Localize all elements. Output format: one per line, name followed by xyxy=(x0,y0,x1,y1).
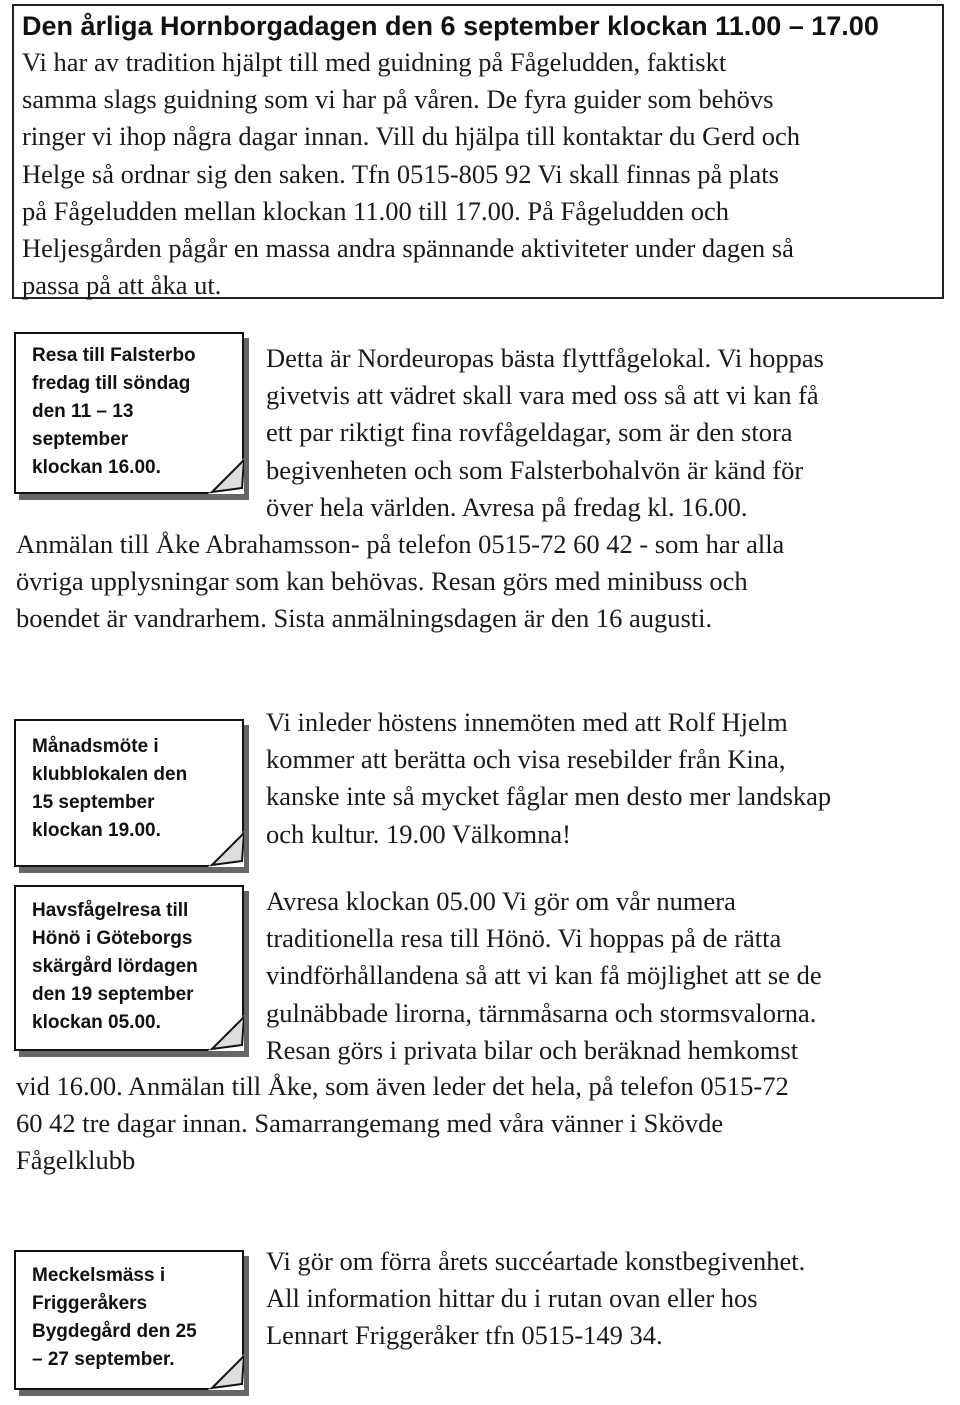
text-line: All information hittar du i rutan ovan eller hos xyxy=(266,1283,758,1314)
note-line: den 19 september xyxy=(32,984,194,1005)
note-line: Bygdegård den 25 xyxy=(32,1321,197,1342)
text-line: Resan görs i privata bilar och beräknad hemkomst xyxy=(266,1034,799,1065)
note-line: Hönö i Göteborgs xyxy=(32,928,193,949)
note-line: Havsfågelresa till xyxy=(32,900,189,921)
intro-line: ringer vi ihop några dagar innan. Vill du hjälpa till kontaktar du Gerd och xyxy=(22,121,800,152)
text-line: givetvis att vädret skall vara med oss så att vi kan få xyxy=(266,380,819,411)
text-line: Lennart Friggeråker tfn 0515-149 34. xyxy=(266,1320,663,1351)
note-line: fredag till söndag xyxy=(32,373,191,394)
page-curl-icon xyxy=(208,1354,244,1390)
intro-text xyxy=(22,44,942,304)
text-line: begivenheten och som Falsterbohalvön är känd för xyxy=(266,454,804,485)
page-curl-icon xyxy=(208,831,244,867)
intro-line: passa på att åka ut. xyxy=(22,270,222,301)
intro-line: Helge så ordnar sig den saken. Tfn 0515-805 92 Vi skall finnas på plats xyxy=(22,158,779,189)
text-line: kommer att berätta och visa resebilder från Kina, xyxy=(266,744,786,775)
text-line: Vi inleder höstens innemöten med att Rolf Hjelm xyxy=(266,707,788,737)
text-line: och kultur. 19.00 Välkomna! xyxy=(266,818,571,849)
honoe-full-text xyxy=(16,1068,789,1180)
text-line: Detta är Nordeuropas bästa flyttfågelokal. Vi hoppas xyxy=(266,343,824,373)
text-line: Avresa klockan 05.00 Vi gör om vår numera xyxy=(266,886,736,916)
intro-line: Heljesgården pågår en massa andra spännande aktiviteter under dagen så xyxy=(22,233,794,264)
note-line: den 11 – 13 xyxy=(32,401,134,422)
page-curl-icon xyxy=(208,458,244,494)
note-line: Månadsmöte i xyxy=(32,736,159,757)
note-meckelsmass xyxy=(14,1250,244,1390)
text-line: ett par riktigt fina rovfågeldagar, som är den stora xyxy=(266,417,793,448)
falsterbo-full-text xyxy=(16,526,784,638)
falsterbo-side-text xyxy=(266,340,824,526)
text-line: övriga upplysningar som kan behövas. Resan görs med minibuss och xyxy=(16,566,748,597)
meckel-side-text xyxy=(266,1243,805,1355)
note-line: – 27 september. xyxy=(32,1349,175,1370)
text-line: vindförhållandena så att vi kan få möjlighet att se de xyxy=(266,960,822,991)
text-line: Vi gör om förra årets succéartade konstbegivenhet. xyxy=(266,1246,806,1276)
note-line: klockan 05.00. xyxy=(32,1012,161,1033)
note-line: september xyxy=(32,429,129,450)
note-line: klockan 19.00. xyxy=(32,820,161,841)
note-monthly-meeting xyxy=(14,719,244,867)
note-line: Friggeråkers xyxy=(32,1293,148,1314)
note-line: Meckelsmäss i xyxy=(32,1265,166,1286)
note-line: klubblokalen den xyxy=(32,764,188,785)
text-line: boendet är vandrarhem. Sista anmälningsdagen är den 16 augusti. xyxy=(16,603,713,634)
note-line: klockan 16.00. xyxy=(32,457,161,478)
text-line: över hela världen. Avresa på fredag kl. 16.00. xyxy=(266,491,748,522)
text-line: 60 42 tre dagar innan. Samarrangemang med våra vänner i Skövde xyxy=(16,1108,724,1139)
intro-heading: Den årliga Hornborgadagen den 6 september klockan 11.00 – 17.00 xyxy=(22,11,879,41)
note-line: 15 september xyxy=(32,792,155,813)
page-curl-icon xyxy=(208,1015,244,1051)
text-line: Anmälan till Åke Abrahamsson- på telefon 0515-72 60 42 - som har alla xyxy=(16,529,785,559)
note-line: Resa till Falsterbo xyxy=(32,345,196,366)
text-line: vid 16.00. Anmälan till Åke, som även leder det hela, på telefon 0515-72 xyxy=(16,1071,789,1101)
text-line: gulnäbbade lirorna, tärnmåsarna och stormsvalorna. xyxy=(266,997,817,1028)
monthly-side-text xyxy=(266,704,831,853)
honoe-side-text xyxy=(266,883,822,1069)
text-line: Fågelklubb xyxy=(16,1145,136,1176)
note-falsterbo xyxy=(14,332,244,494)
intro-line: samma slags guidning som vi har på våren. De fyra guider som behövs xyxy=(22,84,774,115)
text-line: traditionella resa till Hönö. Vi hoppas på de rätta xyxy=(266,923,782,954)
note-line: skärgård lördagen xyxy=(32,956,198,977)
intro-box xyxy=(12,4,944,299)
intro-line: på Fågeludden mellan klockan 11.00 till 17.00. På Fågeludden och xyxy=(22,195,730,226)
note-honoe-trip xyxy=(14,885,244,1051)
intro-line: Vi har av tradition hjälpt till med guidning på Fågeludden, faktiskt xyxy=(22,47,727,77)
text-line: kanske inte så mycket fåglar men desto mer landskap xyxy=(266,781,832,812)
